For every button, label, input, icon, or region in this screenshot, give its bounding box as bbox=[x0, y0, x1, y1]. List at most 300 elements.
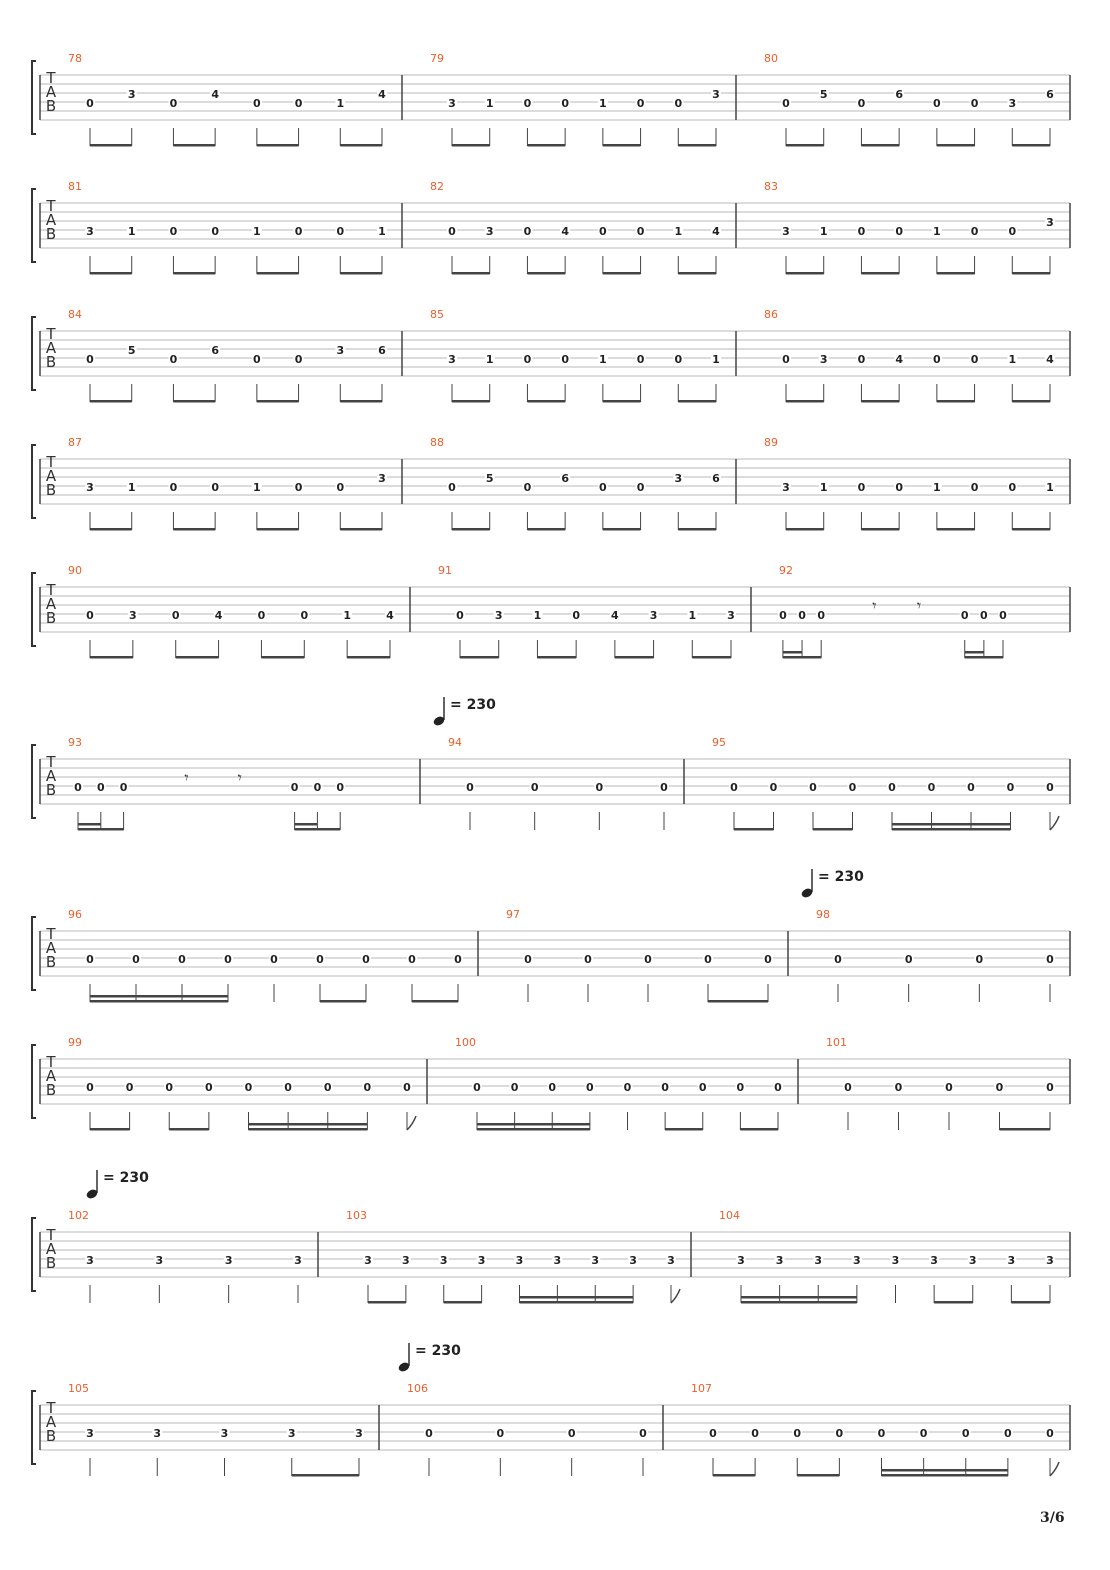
note-beam bbox=[173, 528, 215, 531]
fret-number: 0 bbox=[1008, 481, 1017, 494]
fret-number: 0 bbox=[171, 609, 180, 622]
measure-number: 78 bbox=[68, 52, 82, 65]
tab-clef-letter: T bbox=[46, 753, 56, 771]
note-beam bbox=[813, 828, 853, 831]
fret-number: 0 bbox=[769, 781, 778, 794]
note-beam bbox=[786, 528, 824, 531]
fret-number: 3 bbox=[129, 609, 137, 622]
fret-number: 3 bbox=[891, 1254, 900, 1267]
measure-number: 104 bbox=[719, 1209, 740, 1222]
tab-clef-letter: A bbox=[45, 1240, 57, 1258]
fret-number: 1 bbox=[1046, 481, 1054, 494]
note-beam bbox=[477, 1123, 590, 1126]
note-beam bbox=[295, 823, 318, 826]
fret-number: 0 bbox=[523, 481, 532, 494]
tab-system bbox=[32, 697, 1070, 831]
fret-number: 0 bbox=[294, 97, 303, 110]
measure-number: 84 bbox=[68, 308, 82, 321]
note-beam bbox=[1011, 1301, 1050, 1304]
fret-number: 5 bbox=[485, 472, 494, 485]
note-beam bbox=[741, 1301, 857, 1304]
fret-number: 0 bbox=[205, 1081, 213, 1094]
tab-system bbox=[32, 436, 1070, 531]
note-beam bbox=[477, 1128, 590, 1131]
note-beam bbox=[692, 656, 731, 659]
fret-number: 0 bbox=[782, 97, 790, 110]
measure-number: 106 bbox=[407, 1382, 428, 1395]
note-beam bbox=[176, 656, 219, 659]
fret-number: 0 bbox=[1046, 1081, 1054, 1094]
fret-number: 0 bbox=[169, 481, 178, 494]
note-beam bbox=[861, 272, 899, 275]
note-beam bbox=[965, 656, 984, 659]
fret-number: 0 bbox=[809, 781, 817, 794]
fret-number: 0 bbox=[86, 353, 94, 366]
fret-number: 3 bbox=[649, 609, 658, 622]
fret-number: 0 bbox=[660, 781, 668, 794]
fret-number: 0 bbox=[933, 353, 941, 366]
note-beam bbox=[368, 1301, 406, 1304]
note-flag bbox=[1050, 816, 1059, 830]
measure-number: 98 bbox=[816, 908, 830, 921]
tempo-marking: = 230 bbox=[450, 697, 496, 713]
note-beam bbox=[90, 144, 132, 147]
note-beam bbox=[783, 656, 802, 659]
fret-number: 0 bbox=[674, 353, 683, 366]
fret-number: 1 bbox=[1008, 353, 1017, 366]
fret-number: 0 bbox=[524, 953, 532, 966]
note-beam bbox=[169, 1128, 209, 1131]
measure-number: 102 bbox=[68, 1209, 89, 1222]
note-beam bbox=[173, 144, 215, 147]
note-beam bbox=[603, 400, 641, 403]
tab-clef-letter: B bbox=[45, 1427, 57, 1445]
tab-clef-letter: B bbox=[45, 225, 57, 243]
fret-number: 0 bbox=[86, 97, 94, 110]
note-beam bbox=[292, 1474, 359, 1477]
fret-number: 0 bbox=[363, 1081, 372, 1094]
note-beam bbox=[257, 528, 299, 531]
fret-number: 1 bbox=[599, 353, 607, 366]
fret-number: 3 bbox=[287, 1427, 296, 1440]
fret-number: 0 bbox=[336, 781, 345, 794]
fret-number: 0 bbox=[408, 953, 416, 966]
tab-clef-letter: A bbox=[45, 339, 57, 357]
fret-number: 0 bbox=[736, 1081, 745, 1094]
measure-number: 90 bbox=[68, 564, 82, 577]
note-beam bbox=[802, 656, 821, 659]
fret-number: 1 bbox=[485, 353, 494, 366]
fret-number: 0 bbox=[636, 353, 645, 366]
fret-number: 0 bbox=[178, 953, 186, 966]
fret-number: 0 bbox=[294, 353, 303, 366]
fret-number: 3 bbox=[782, 225, 790, 238]
fret-number: 0 bbox=[639, 1427, 647, 1440]
fret-number: 4 bbox=[561, 225, 569, 238]
fret-number: 0 bbox=[857, 225, 866, 238]
fret-number: 0 bbox=[586, 1081, 594, 1094]
note-flag bbox=[407, 1116, 416, 1130]
fret-number: 0 bbox=[119, 781, 128, 794]
fret-number: 3 bbox=[1046, 1254, 1054, 1267]
tab-clef-letter: A bbox=[45, 467, 57, 485]
note-beam bbox=[320, 1000, 366, 1003]
measure-number: 89 bbox=[764, 436, 778, 449]
tab-system bbox=[32, 1170, 1070, 1304]
note-beam bbox=[786, 144, 824, 147]
fret-number: 4 bbox=[611, 609, 619, 622]
note-beam bbox=[173, 400, 215, 403]
measure-number: 85 bbox=[430, 308, 444, 321]
fret-number: 3 bbox=[553, 1254, 562, 1267]
tab-system bbox=[32, 1343, 1070, 1477]
tab-clef-letter: A bbox=[45, 767, 57, 785]
page-number: 3/6 bbox=[1040, 1510, 1065, 1526]
note-beam bbox=[1012, 528, 1050, 531]
fret-number: 1 bbox=[933, 225, 941, 238]
measure-number: 83 bbox=[764, 180, 778, 193]
fret-number: 0 bbox=[857, 353, 866, 366]
fret-number: 0 bbox=[244, 1081, 253, 1094]
fret-number: 0 bbox=[1006, 781, 1015, 794]
fret-number: 0 bbox=[403, 1081, 411, 1094]
fret-number: 0 bbox=[970, 481, 979, 494]
note-beam bbox=[90, 400, 132, 403]
fret-number: 0 bbox=[169, 353, 178, 366]
note-beam bbox=[713, 1474, 755, 1477]
fret-number: 0 bbox=[362, 953, 370, 966]
fret-number: 0 bbox=[857, 97, 866, 110]
tab-clef-letter: B bbox=[45, 781, 57, 799]
note-beam bbox=[937, 272, 975, 275]
fret-number: 3 bbox=[712, 88, 720, 101]
fret-number: 0 bbox=[253, 97, 261, 110]
fret-number: 0 bbox=[1008, 225, 1017, 238]
fret-number: 0 bbox=[970, 225, 979, 238]
fret-number: 0 bbox=[316, 953, 324, 966]
fret-number: 0 bbox=[86, 1081, 94, 1094]
fret-number: 1 bbox=[253, 225, 261, 238]
note-flag bbox=[1050, 1462, 1059, 1476]
fret-number: 0 bbox=[169, 97, 178, 110]
note-beam bbox=[615, 656, 654, 659]
note-beam bbox=[740, 1128, 778, 1131]
fret-number: 5 bbox=[819, 88, 828, 101]
fret-number: 0 bbox=[530, 781, 539, 794]
note-beam bbox=[783, 651, 802, 654]
fret-number: 3 bbox=[629, 1254, 637, 1267]
fret-number: 1 bbox=[336, 97, 345, 110]
measure-number: 86 bbox=[764, 308, 778, 321]
note-beam bbox=[340, 528, 382, 531]
measure-number: 81 bbox=[68, 180, 82, 193]
tab-system bbox=[32, 564, 1070, 659]
fret-number: 3 bbox=[485, 225, 494, 238]
fret-number: 0 bbox=[877, 1427, 886, 1440]
fret-number: 1 bbox=[819, 225, 828, 238]
note-beam bbox=[90, 656, 133, 659]
tab-clef-letter: T bbox=[46, 325, 56, 343]
tab-system bbox=[32, 308, 1070, 403]
fret-number: 0 bbox=[894, 1081, 903, 1094]
fret-number: 1 bbox=[127, 481, 136, 494]
fret-number: 1 bbox=[378, 225, 386, 238]
fret-number: 3 bbox=[667, 1254, 675, 1267]
measure-number: 100 bbox=[455, 1036, 476, 1049]
fret-number: 0 bbox=[709, 1427, 717, 1440]
fret-number: 1 bbox=[127, 225, 136, 238]
tab-system bbox=[32, 52, 1070, 147]
note-beam bbox=[452, 528, 490, 531]
fret-number: 0 bbox=[661, 1081, 669, 1094]
fret-number: 0 bbox=[290, 781, 299, 794]
note-beam bbox=[520, 1296, 634, 1299]
note-beam bbox=[527, 144, 565, 147]
note-beam bbox=[452, 144, 490, 147]
fret-number: 0 bbox=[919, 1427, 928, 1440]
fret-number: 0 bbox=[835, 1427, 844, 1440]
fret-number: 0 bbox=[211, 481, 219, 494]
note-beam bbox=[1000, 1128, 1051, 1131]
fret-number: 0 bbox=[456, 609, 464, 622]
note-beam bbox=[78, 828, 101, 831]
note-beam bbox=[678, 144, 716, 147]
note-beam bbox=[527, 400, 565, 403]
fret-number: 3 bbox=[775, 1254, 784, 1267]
measure-number: 105 bbox=[68, 1382, 89, 1395]
fret-number: 0 bbox=[548, 1081, 557, 1094]
fret-number: 3 bbox=[494, 609, 503, 622]
fret-number: 3 bbox=[1007, 1254, 1016, 1267]
fret-number: 3 bbox=[402, 1254, 410, 1267]
note-beam bbox=[90, 528, 132, 531]
fret-number: 0 bbox=[970, 353, 979, 366]
fret-number: 3 bbox=[737, 1254, 745, 1267]
fret-number: 3 bbox=[224, 1254, 233, 1267]
fret-number: 0 bbox=[169, 225, 178, 238]
fret-number: 3 bbox=[591, 1254, 600, 1267]
tab-system bbox=[32, 869, 1070, 1003]
fret-number: 0 bbox=[86, 609, 94, 622]
fret-number: 0 bbox=[704, 953, 712, 966]
fret-number: 3 bbox=[127, 88, 136, 101]
fret-number: 6 bbox=[895, 88, 903, 101]
system-bracket bbox=[32, 917, 36, 990]
fret-number: 3 bbox=[294, 1254, 302, 1267]
fret-number: 0 bbox=[999, 609, 1007, 622]
measure-number: 97 bbox=[506, 908, 520, 921]
fret-number: 0 bbox=[751, 1427, 759, 1440]
note-beam bbox=[78, 823, 101, 826]
measure-number: 94 bbox=[448, 736, 462, 749]
measure-number: 107 bbox=[691, 1382, 712, 1395]
fret-number: 3 bbox=[968, 1254, 977, 1267]
note-beam bbox=[90, 995, 228, 998]
measure-number: 80 bbox=[764, 52, 778, 65]
system-bracket bbox=[32, 317, 36, 390]
note-beam bbox=[257, 272, 299, 275]
tab-clef-letter: A bbox=[45, 939, 57, 957]
note-beam bbox=[317, 828, 340, 831]
fret-number: 0 bbox=[599, 481, 607, 494]
note-beam bbox=[412, 1000, 458, 1003]
note-beam bbox=[340, 400, 382, 403]
fret-number: 6 bbox=[712, 472, 720, 485]
system-bracket bbox=[32, 573, 36, 646]
fret-number: 0 bbox=[599, 225, 607, 238]
tab-clef-letter: A bbox=[45, 595, 57, 613]
fret-number: 0 bbox=[1004, 1427, 1012, 1440]
fret-number: 0 bbox=[834, 953, 842, 966]
note-beam bbox=[444, 1301, 482, 1304]
tab-clef-letter: B bbox=[45, 1254, 57, 1272]
fret-number: 0 bbox=[96, 781, 105, 794]
note-beam bbox=[603, 144, 641, 147]
note-beam bbox=[892, 823, 1011, 826]
tab-clef-letter: B bbox=[45, 353, 57, 371]
measure-number: 88 bbox=[430, 436, 444, 449]
fret-number: 0 bbox=[967, 781, 975, 794]
tab-clef-letter: B bbox=[45, 953, 57, 971]
fret-number: 3 bbox=[819, 353, 828, 366]
fret-number: 3 bbox=[782, 481, 790, 494]
measure-number: 95 bbox=[712, 736, 726, 749]
note-beam bbox=[937, 400, 975, 403]
note-beam bbox=[1012, 272, 1050, 275]
fret-number: 0 bbox=[300, 609, 309, 622]
fret-number: 0 bbox=[888, 781, 896, 794]
fret-number: 0 bbox=[975, 953, 984, 966]
eighth-rest-icon: 𝄾 bbox=[237, 768, 242, 787]
fret-number: 1 bbox=[485, 97, 494, 110]
measure-number: 87 bbox=[68, 436, 82, 449]
fret-number: 3 bbox=[727, 609, 735, 622]
tab-clef-letter: B bbox=[45, 97, 57, 115]
fret-number: 6 bbox=[211, 344, 219, 357]
fret-number: 0 bbox=[698, 1081, 707, 1094]
fret-number: 0 bbox=[125, 1081, 134, 1094]
tab-clef-letter: T bbox=[46, 581, 56, 599]
fret-number: 0 bbox=[895, 225, 903, 238]
note-beam bbox=[965, 651, 984, 654]
fret-number: 3 bbox=[86, 1427, 94, 1440]
fret-number: 0 bbox=[933, 97, 941, 110]
fret-number: 1 bbox=[688, 609, 697, 622]
fret-number: 0 bbox=[644, 953, 652, 966]
measure-number: 79 bbox=[430, 52, 444, 65]
fret-number: 4 bbox=[378, 88, 386, 101]
tab-clef-letter: B bbox=[45, 609, 57, 627]
fret-number: 3 bbox=[153, 1427, 162, 1440]
fret-number: 3 bbox=[930, 1254, 938, 1267]
note-beam bbox=[90, 272, 132, 275]
tab-clef-letter: A bbox=[45, 1067, 57, 1085]
fret-number: 3 bbox=[86, 225, 94, 238]
fret-number: 6 bbox=[378, 344, 386, 357]
fret-number: 0 bbox=[561, 353, 569, 366]
fret-number: 0 bbox=[294, 225, 303, 238]
fret-number: 0 bbox=[253, 353, 261, 366]
measure-number: 101 bbox=[826, 1036, 847, 1049]
note-beam bbox=[460, 656, 499, 659]
note-beam bbox=[786, 272, 824, 275]
note-beam bbox=[603, 528, 641, 531]
eighth-rest-icon: 𝄾 bbox=[184, 768, 189, 787]
note-beam bbox=[537, 656, 576, 659]
fret-number: 3 bbox=[86, 1254, 94, 1267]
measure-number: 99 bbox=[68, 1036, 82, 1049]
tab-clef-letter: T bbox=[46, 1053, 56, 1071]
fret-number: 0 bbox=[523, 97, 532, 110]
fret-number: 1 bbox=[712, 353, 720, 366]
fret-number: 0 bbox=[817, 609, 826, 622]
note-beam bbox=[520, 1301, 634, 1304]
fret-number: 0 bbox=[211, 225, 219, 238]
fret-number: 3 bbox=[155, 1254, 164, 1267]
fret-number: 0 bbox=[857, 481, 866, 494]
fret-number: 1 bbox=[599, 97, 607, 110]
fret-number: 3 bbox=[336, 344, 345, 357]
fret-number: 0 bbox=[510, 1081, 519, 1094]
note-beam bbox=[861, 400, 899, 403]
fret-number: 0 bbox=[284, 1081, 292, 1094]
fret-number: 0 bbox=[904, 953, 913, 966]
fret-number: 3 bbox=[814, 1254, 823, 1267]
note-beam bbox=[173, 272, 215, 275]
fret-number: 3 bbox=[1008, 97, 1017, 110]
tab-clef-letter: T bbox=[46, 69, 56, 87]
fret-number: 0 bbox=[448, 481, 456, 494]
system-bracket bbox=[32, 189, 36, 262]
fret-number: 0 bbox=[848, 781, 857, 794]
fret-number: 4 bbox=[211, 88, 219, 101]
tab-clef-letter: A bbox=[45, 1413, 57, 1431]
tab-clef-letter: B bbox=[45, 481, 57, 499]
system-bracket bbox=[32, 1045, 36, 1118]
note-beam bbox=[882, 1474, 1008, 1477]
note-beam bbox=[678, 528, 716, 531]
fret-number: 0 bbox=[336, 225, 345, 238]
fret-number: 3 bbox=[674, 472, 683, 485]
fret-number: 6 bbox=[1046, 88, 1054, 101]
fret-number: 1 bbox=[253, 481, 261, 494]
note-beam bbox=[934, 1301, 973, 1304]
fret-number: 3 bbox=[439, 1254, 448, 1267]
note-beam bbox=[249, 1123, 368, 1126]
note-beam bbox=[261, 656, 304, 659]
measure-number: 103 bbox=[346, 1209, 367, 1222]
note-flag bbox=[671, 1289, 680, 1303]
fret-number: 0 bbox=[636, 225, 645, 238]
note-beam bbox=[295, 828, 318, 831]
fret-number: 0 bbox=[257, 609, 266, 622]
fret-number: 3 bbox=[448, 97, 456, 110]
tab-system bbox=[32, 1036, 1070, 1131]
note-beam bbox=[101, 828, 124, 831]
fret-number: 0 bbox=[674, 97, 683, 110]
fret-number: 3 bbox=[853, 1254, 861, 1267]
note-beam bbox=[937, 528, 975, 531]
fret-number: 0 bbox=[764, 953, 772, 966]
note-beam bbox=[527, 272, 565, 275]
fret-number: 0 bbox=[561, 97, 569, 110]
fret-number: 4 bbox=[712, 225, 720, 238]
fret-number: 0 bbox=[323, 1081, 332, 1094]
note-beam bbox=[257, 144, 299, 147]
fret-number: 0 bbox=[779, 609, 787, 622]
note-beam bbox=[937, 144, 975, 147]
tempo-marking: = 230 bbox=[415, 1343, 461, 1359]
